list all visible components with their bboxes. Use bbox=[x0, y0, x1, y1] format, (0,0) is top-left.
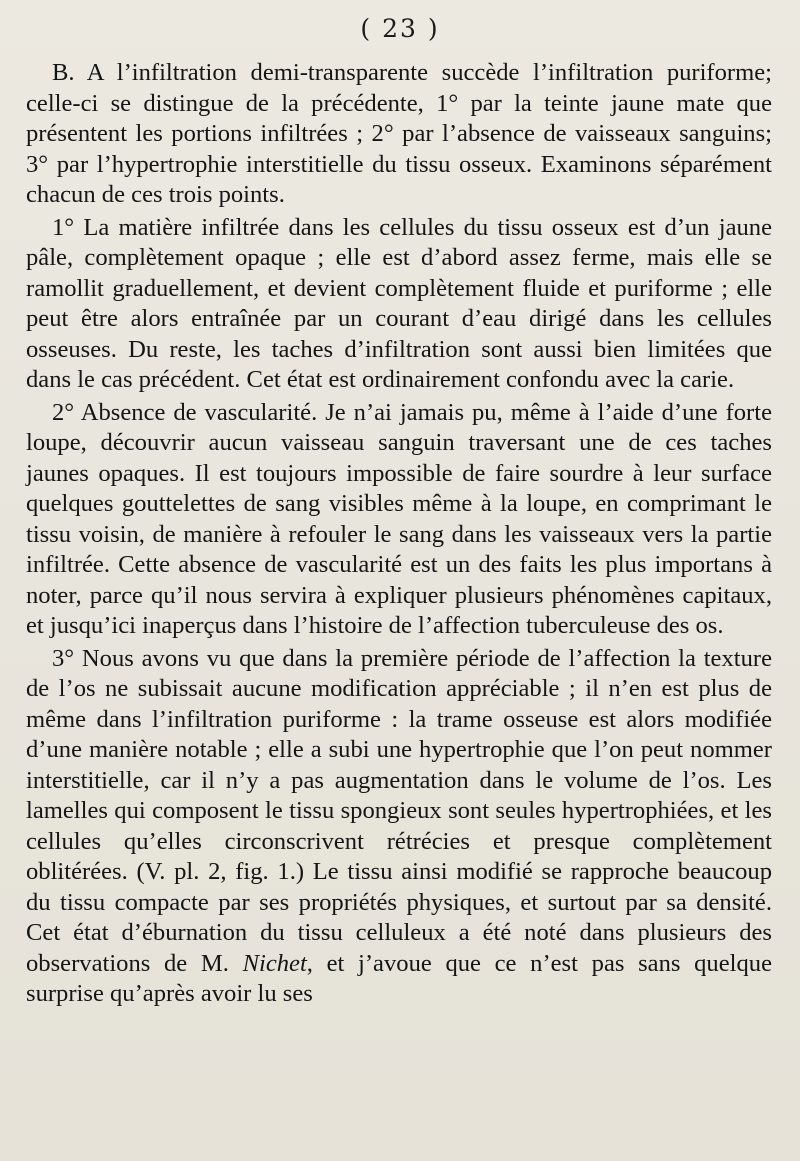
page-number: ( 23 ) bbox=[360, 14, 440, 43]
page-body bbox=[26, 58, 772, 1010]
paragraph-3-text-before: 3° Nous avons vu que dans la première période de l’affection la texture de l’os ne subissait aucune modification appréciable ; il n’en est plus de même dans l’infiltration puriforme : la trame osseuse est alors modifiée d’une manière notable ; elle a subi une hypertrophie que l’on peut nommer interstitielle, car il n’y a pas augmentation dans le volume de l’os. Les lamelles qui composent le tissu spongieux sont seules hypertrophiées, et les cellules qu’elles circonscrivent rétrécies et presque complètement oblitérées. (V. pl. 2, fig. 1.) Le tissu ainsi modifié se rapproche beaucoup du tissu compacte par ses propriétés physiques, et surtout par sa densité. Cet état d’éburnation du tissu celluleux a été noté dans plusieurs des observations de M. bbox=[26, 644, 772, 977]
paragraph-3-interstitial-hypertrophy bbox=[26, 644, 772, 1010]
paragraph-2-absence-of-vascularity: 2° Absence de vascularité. Je n’ai jamais pu, même à l’aide d’une forte loupe, découvrir aucun vaisseau sanguin traversant une de ces taches jaunes opaques. Il est toujours impossible de faire sourdre à leur surface quelques gouttelettes de sang visibles même à la loupe, en comprimant le tissu voisin, de manière à refouler le sang dans les vaisseaux vers la partie infiltrée. Cette absence de vascularité est un des faits les plus importans à noter, parce qu’il nous servira à expliquer plusieurs phénomènes capitaux, et jusqu’ici inaperçus dans l’histoire de l’affection tuberculeuse des os. bbox=[26, 398, 772, 639]
paragraph-3-text-after: , et j’avoue que ce n’est pas sans quelque surprise qu’après avoir lu ses bbox=[26, 949, 772, 1007]
paragraph-1-infiltrated-matter: 1° La matière infiltrée dans les cellules du tissu osseux est d’un jaune pâle, complètement opaque ; elle est d’abord assez ferme, mais elle se ramollit graduellement, et devient complètement fluide et puriforme ; elle peut être alors entraînée par un courant d’eau dirigé dans les cellules osseuses. Du reste, les taches d’infiltration sont aussi bien limitées que dans le cas précédent. Cet état est ordinairement confondu avec la carie. bbox=[26, 213, 772, 393]
cited-author-name: Nichet bbox=[242, 949, 307, 977]
paragraph-b-puriform-infiltration: B. A l’infiltration demi-transparente succède l’infiltration puriforme; celle-ci se distingue de la précédente, 1° par la teinte jaune mate que présentent les portions infiltrées ; 2° par l’absence de vaisseaux sanguins; 3° par l’hypertrophie interstitielle du tissu osseux. Examinons séparément chacun de ces trois points. bbox=[26, 59, 772, 208]
